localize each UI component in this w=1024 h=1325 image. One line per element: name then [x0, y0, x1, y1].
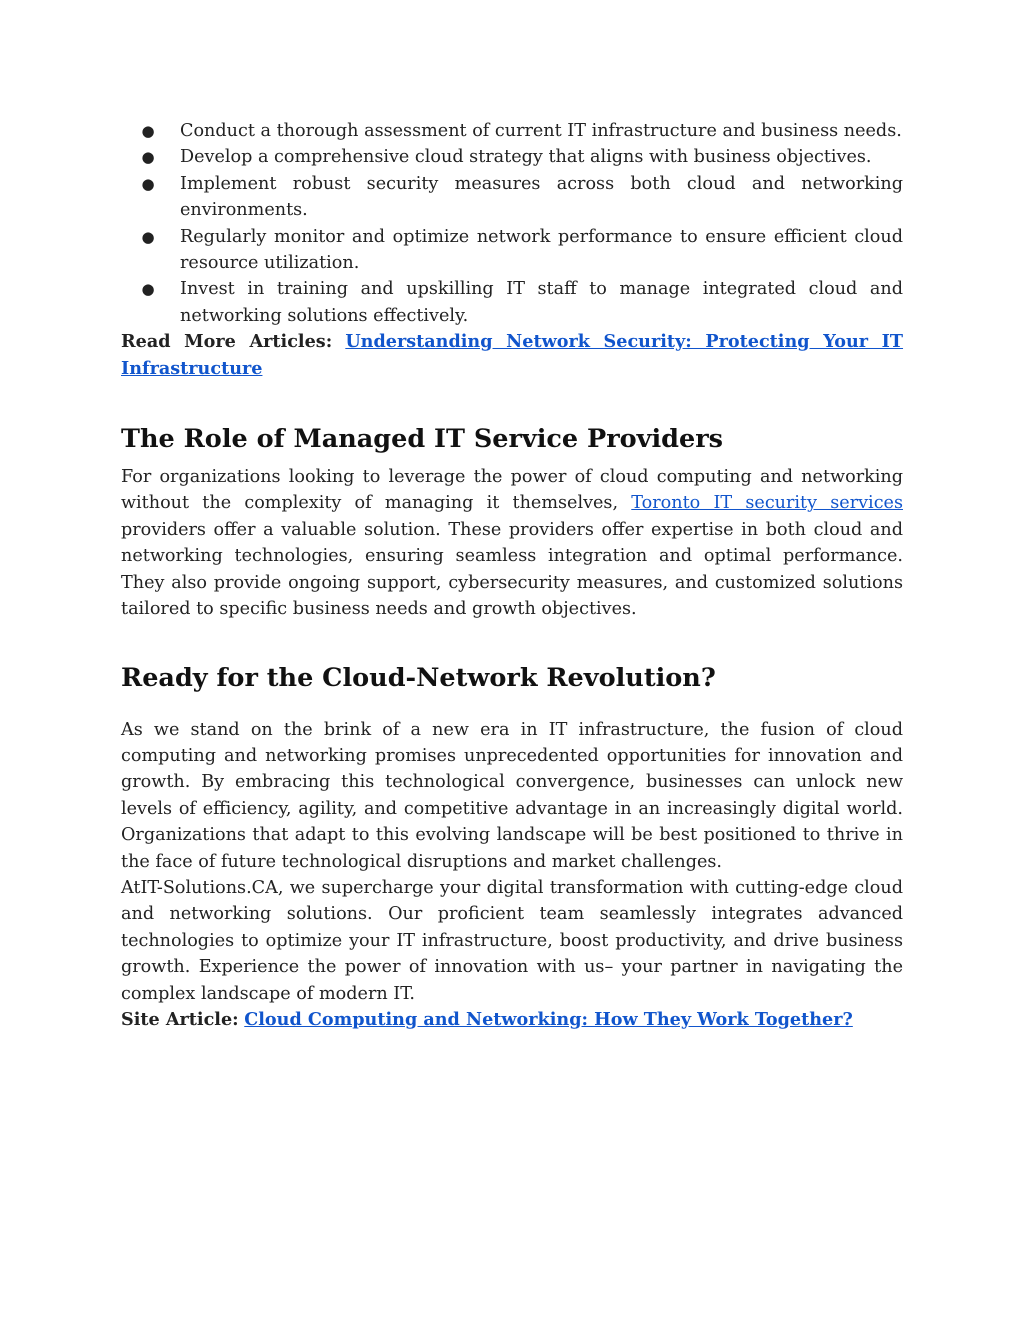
recommendation-list: [121, 118, 903, 329]
section-heading-ready: Ready for the Cloud-Network Revolution?: [121, 662, 716, 693]
role-paragraph: [121, 464, 903, 622]
bullet-icon: ●: [141, 148, 155, 167]
list-item: [121, 276, 903, 329]
bullet-icon: ●: [141, 280, 155, 299]
toronto-it-security-link[interactable]: Toronto IT security services: [631, 493, 903, 514]
list-item: [121, 171, 903, 224]
list-item-text: Develop a comprehensive cloud strategy that aligns with business objectives.: [180, 147, 872, 168]
read-more-link[interactable]: Understanding Network Security: Protecting Your IT Infrastructure: [121, 331, 904, 379]
read-more-line: [121, 329, 903, 382]
list-item: [121, 144, 903, 170]
bullet-icon: ●: [141, 122, 155, 140]
role-text-after-link: providers offer a valuable solution. These providers offer expertise in both cloud and networking technologies, ensuring seamless integration and optimal performance. They also provide ongoing support, cybersecurity measures, and customized solutions tailored to specific business needs and growth objectives.: [121, 519, 903, 620]
ready-paragraph-2: AtIT-Solutions.CA, we supercharge your digital transformation with cutting-edge cloud and networking solutions. Our proficient team seamlessly integrates advanced technologies to optimize your IT infrastructure, boost productivity, and drive business growth. Experience the power of innovation with us– your partner in navigating the complex landscape of modern IT.: [121, 877, 903, 1004]
list-item-text: Regularly monitor and optimize network performance to ensure efficient cloud resource utilization.: [180, 226, 903, 274]
site-article-line: [121, 1007, 903, 1033]
site-article-label: Site Article:: [121, 1008, 239, 1030]
read-more-label: Read More Articles:: [121, 331, 333, 353]
site-article-link[interactable]: Cloud Computing and Networking: How They Work Together?: [244, 1008, 853, 1030]
role-text-before-link: For organizations looking to leverage the power of cloud computing and networking without the complexity of managing it themselves,: [121, 467, 903, 514]
list-item-text: Conduct a thorough assessment of current IT infrastructure and business needs.: [180, 121, 902, 141]
bullet-icon: ●: [141, 227, 155, 246]
list-item-text: Invest in training and upskilling IT staff to manage integrated cloud and networking solutions effectively.: [180, 279, 903, 326]
ready-paragraph-1: As we stand on the brink of a new era in IT infrastructure, the fusion of cloud computing and networking promises unprecedented opportunities for innovation and growth. By embracing this technological convergence, businesses can unlock new levels of efficiency, agility, and competitive advantage in an increasingly digital world. Organizations that adapt to this evolving landscape will be best positioned to thrive in the face of future technological disruptions and market challenges.: [121, 719, 903, 872]
bullet-icon: ●: [141, 174, 155, 193]
document-page: [121, 118, 903, 1033]
section-heading-role: The Role of Managed IT Service Providers: [121, 424, 723, 455]
list-item: [121, 224, 903, 277]
list-item-text: Implement robust security measures across both cloud and networking environments.: [180, 173, 903, 221]
list-item: [121, 118, 903, 144]
